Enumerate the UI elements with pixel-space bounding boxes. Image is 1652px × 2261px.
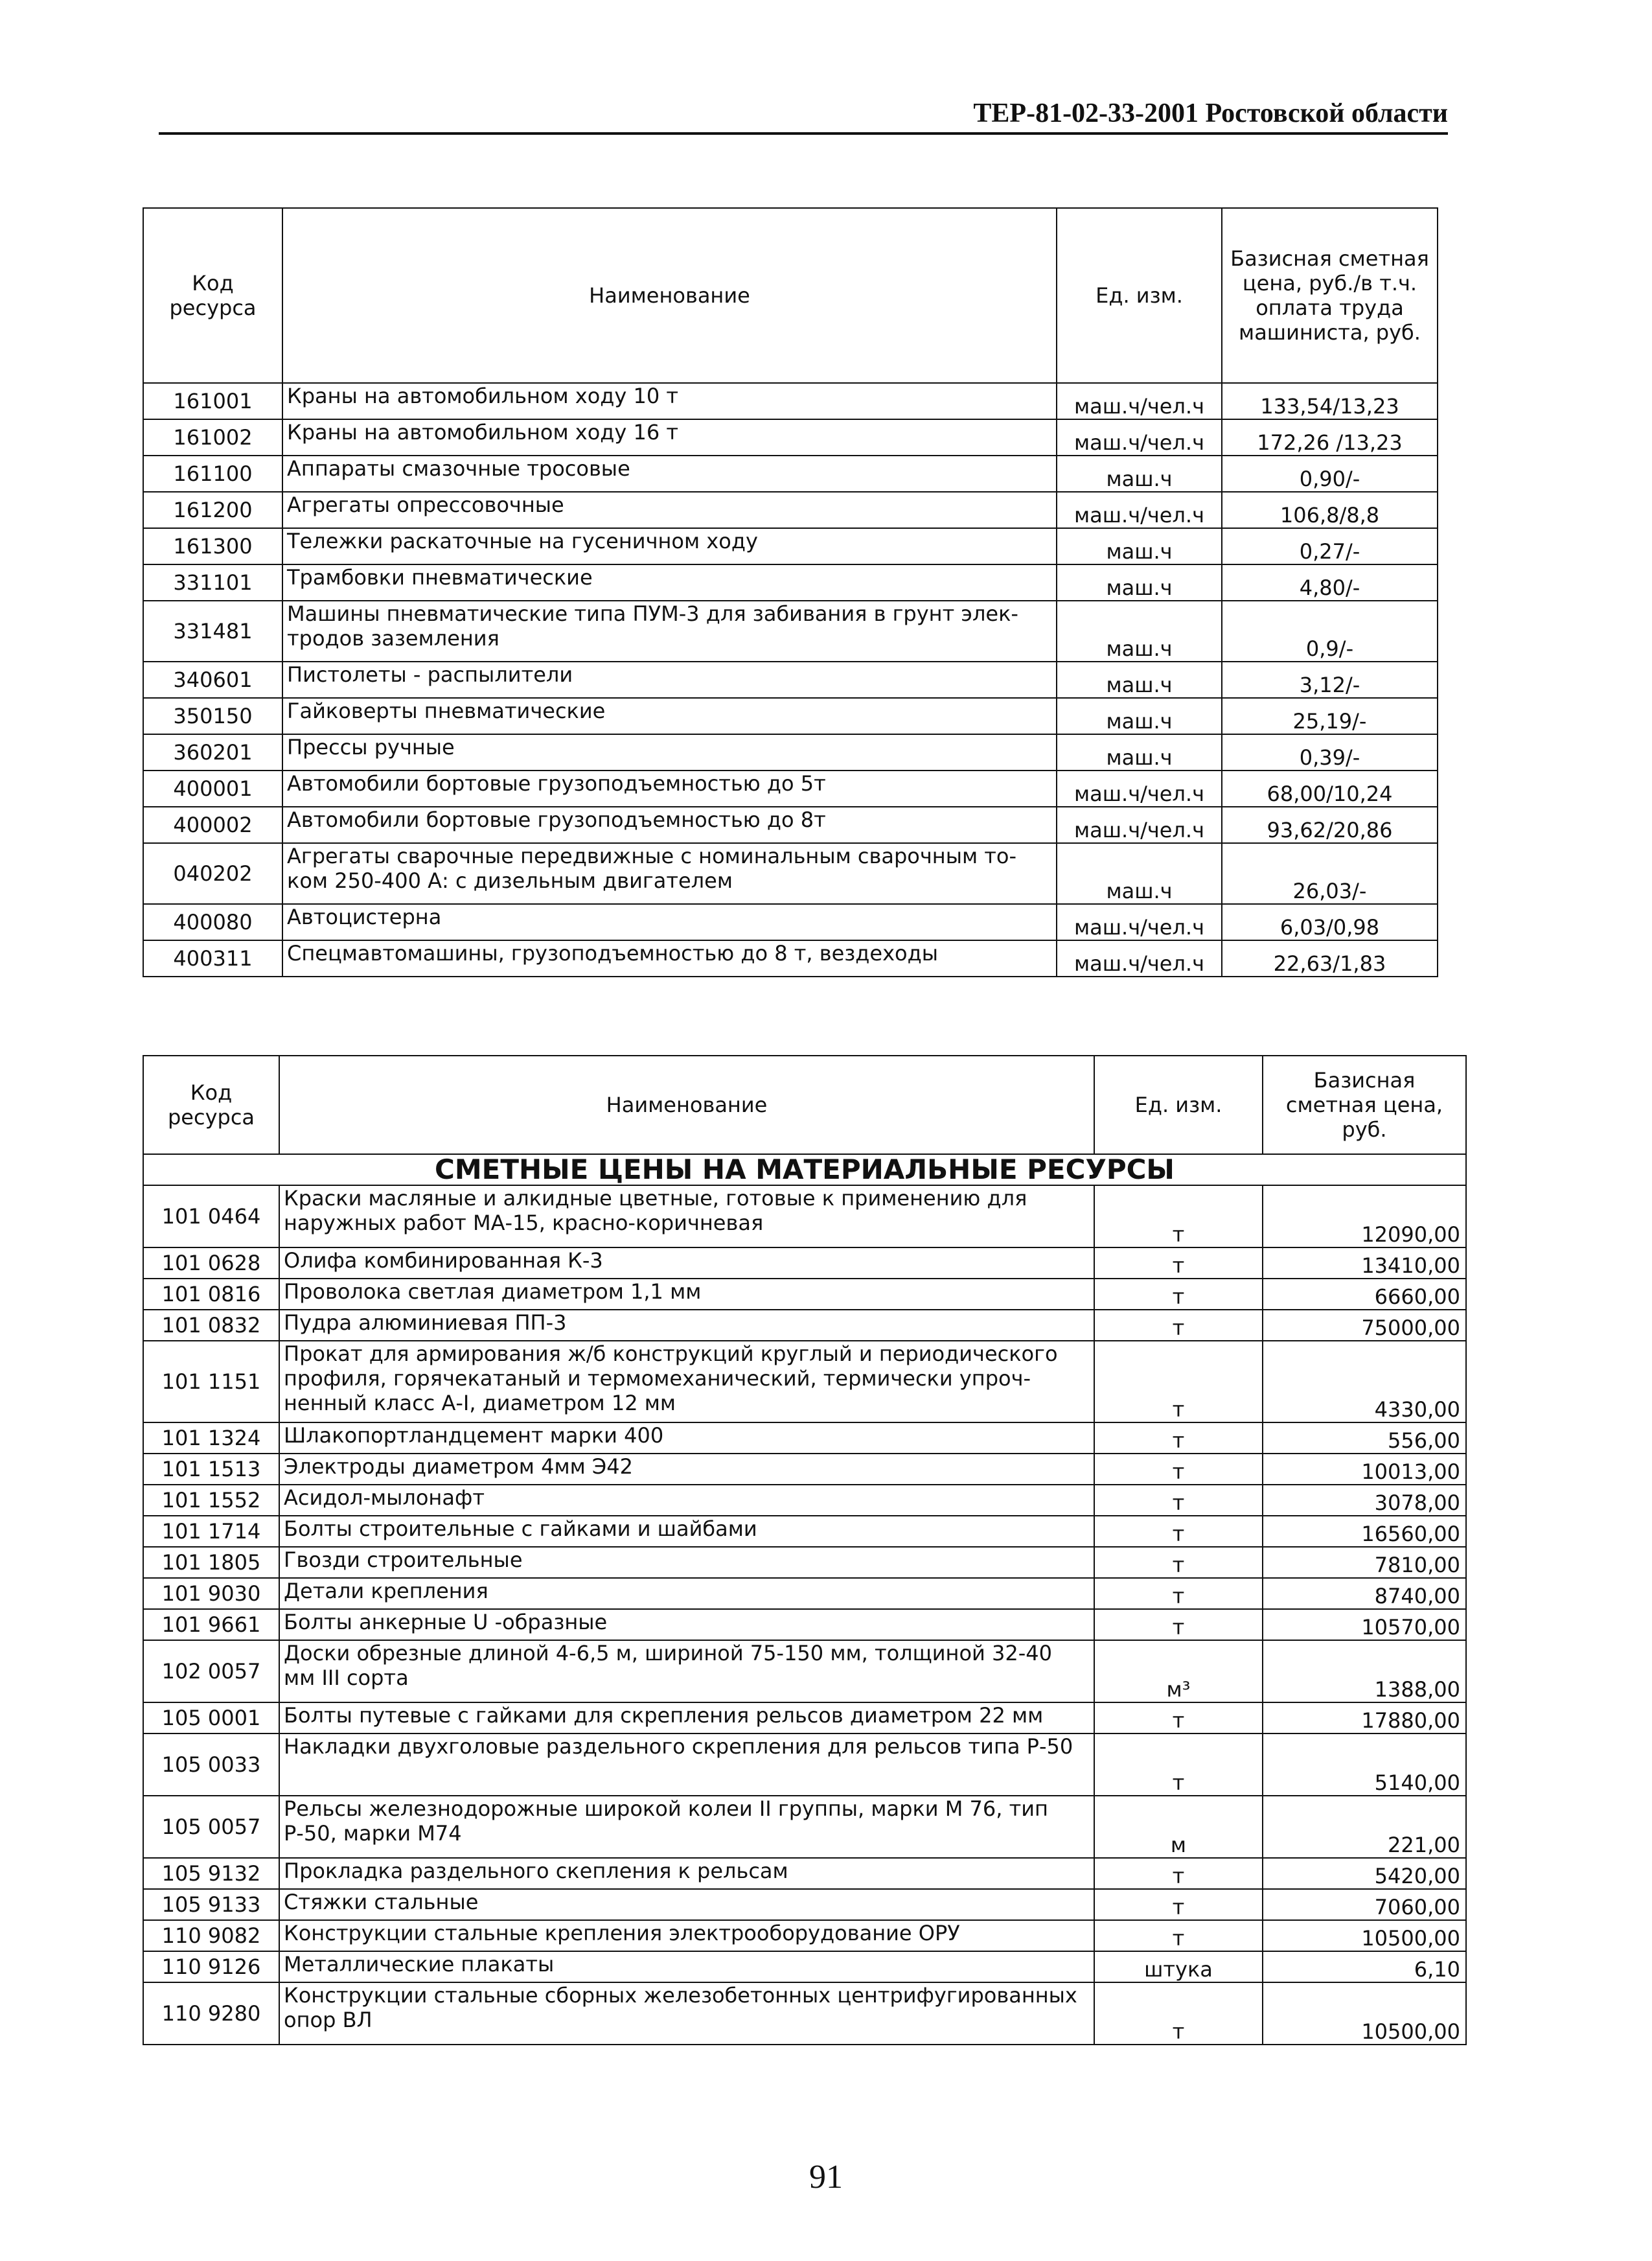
cell-name: Асидол-мылонафт [279, 1485, 1094, 1516]
cell-unit: маш.ч [1057, 456, 1222, 492]
cell-name: Детали крепления [279, 1578, 1094, 1609]
cell-code: 101 1324 [143, 1422, 279, 1454]
cell-code: 161002 [143, 419, 282, 456]
document-title: ТЕР-81-02-33-2001 Ростовской области [973, 99, 1448, 128]
table-row [143, 456, 1438, 492]
cell-code: 105 0001 [143, 1702, 279, 1733]
cell-name: Прокат для армирования ж/б конструкций круглый и периодического профиля, горячекатаный и термомеханический, термически упроч-ненный класс А-I, диаметром 12 мм [279, 1341, 1094, 1422]
cell-name: Болты анкерные U -образные [279, 1609, 1094, 1640]
cell-name: Пистолеты - распылители [282, 662, 1057, 698]
cell-name: Прокладка раздельного скепления к рельсам [279, 1858, 1094, 1889]
cell-code: 101 1552 [143, 1485, 279, 1516]
cell-code: 110 9126 [143, 1951, 279, 1982]
cell-code: 105 0057 [143, 1796, 279, 1858]
section-title-row [143, 1154, 1466, 1185]
cell-name: Трамбовки пневматические [282, 564, 1057, 601]
cell-unit: т [1094, 1454, 1263, 1485]
cell-code: 400080 [143, 904, 282, 940]
cell-name: Металлические плакаты [279, 1951, 1094, 1982]
header-code: Код ресурса [143, 208, 282, 383]
cell-price: 3,12/- [1222, 662, 1438, 698]
cell-unit: т [1094, 1341, 1263, 1422]
table-row [143, 1485, 1466, 1516]
table-row [143, 1733, 1466, 1796]
cell-name: Накладки двухголовые раздельного скрепления для рельсов типа Р-50 [279, 1733, 1094, 1796]
table-row [143, 1454, 1466, 1485]
cell-code: 101 9030 [143, 1578, 279, 1609]
header-price: Базисная сметная цена, руб. [1263, 1056, 1466, 1154]
cell-price: 1388,00 [1263, 1640, 1466, 1702]
header-name: Наименование [282, 208, 1057, 383]
cell-code: 101 0628 [143, 1247, 279, 1279]
cell-price: 75000,00 [1263, 1310, 1466, 1341]
cell-name: Агрегаты опрессовочные [282, 492, 1057, 528]
cell-price: 4330,00 [1263, 1341, 1466, 1422]
table-row [143, 940, 1438, 977]
table-row [143, 1547, 1466, 1578]
cell-price: 8740,00 [1263, 1578, 1466, 1609]
cell-price: 13410,00 [1263, 1247, 1466, 1279]
table-header-row [143, 1056, 1466, 1154]
cell-price: 10570,00 [1263, 1609, 1466, 1640]
cell-name: Агрегаты сварочные передвижные с номинальным сварочным то-ком 250-400 А: с дизельным двигателем [282, 843, 1057, 904]
cell-price: 25,19/- [1222, 698, 1438, 734]
cell-name: Гайковерты пневматические [282, 698, 1057, 734]
cell-unit: т [1094, 1578, 1263, 1609]
cell-code: 161100 [143, 456, 282, 492]
cell-price: 172,26 /13,23 [1222, 419, 1438, 456]
cell-name: Автомобили бортовые грузоподъемностью до 8т [282, 807, 1057, 843]
cell-name: Шлакопортландцемент марки 400 [279, 1422, 1094, 1454]
cell-price: 106,8/8,8 [1222, 492, 1438, 528]
cell-unit: маш.ч [1057, 734, 1222, 771]
cell-price: 22,63/1,83 [1222, 940, 1438, 977]
table-row [143, 904, 1438, 940]
table-row [143, 1609, 1466, 1640]
table-row [143, 807, 1438, 843]
cell-code: 105 0033 [143, 1733, 279, 1796]
cell-code: 340601 [143, 662, 282, 698]
header-name: Наименование [279, 1056, 1094, 1154]
cell-price: 6,10 [1263, 1951, 1466, 1982]
cell-name: Аппараты смазочные тросовые [282, 456, 1057, 492]
table-row [143, 1796, 1466, 1858]
table-row [143, 1185, 1466, 1247]
cell-price: 10013,00 [1263, 1454, 1466, 1485]
cell-code: 102 0057 [143, 1640, 279, 1702]
cell-name: Рельсы железнодорожные широкой колеи II группы, марки М 76, тип Р-50, марки М74 [279, 1796, 1094, 1858]
cell-price: 0,27/- [1222, 528, 1438, 564]
cell-unit: маш.ч/чел.ч [1057, 383, 1222, 419]
cell-code: 350150 [143, 698, 282, 734]
cell-unit: т [1094, 1422, 1263, 1454]
cell-unit: т [1094, 1185, 1263, 1247]
table-row [143, 734, 1438, 771]
cell-unit: маш.ч [1057, 662, 1222, 698]
cell-name: Прессы ручные [282, 734, 1057, 771]
table-row [143, 564, 1438, 601]
cell-unit: маш.ч [1057, 843, 1222, 904]
cell-code: 110 9082 [143, 1920, 279, 1951]
cell-unit: т [1094, 1310, 1263, 1341]
cell-price: 10500,00 [1263, 1920, 1466, 1951]
cell-price: 221,00 [1263, 1796, 1466, 1858]
table-row [143, 1920, 1466, 1951]
cell-name: Машины пневматические типа ПУМ-3 для забивания в грунт элек-тродов заземления [282, 601, 1057, 662]
table-row [143, 1702, 1466, 1733]
section-title: СМЕТНЫЕ ЦЕНЫ НА МАТЕРИАЛЬНЫЕ РЕСУРСЫ [143, 1154, 1466, 1185]
cell-code: 400311 [143, 940, 282, 977]
cell-unit: т [1094, 1920, 1263, 1951]
cell-price: 12090,00 [1263, 1185, 1466, 1247]
cell-name: Олифа комбинированная К-3 [279, 1247, 1094, 1279]
cell-code: 101 1151 [143, 1341, 279, 1422]
cell-code: 161200 [143, 492, 282, 528]
cell-name: Автомобили бортовые грузоподъемностью до 5т [282, 771, 1057, 807]
cell-code: 331481 [143, 601, 282, 662]
header-price: Базисная сметная цена, руб./в т.ч. оплата труда машиниста, руб. [1222, 208, 1438, 383]
cell-name: Доски обрезные длиной 4-6,5 м, шириной 75-150 мм, толщиной 32-40 мм III сорта [279, 1640, 1094, 1702]
cell-code: 101 0816 [143, 1279, 279, 1310]
cell-code: 105 9133 [143, 1889, 279, 1920]
cell-price: 68,00/10,24 [1222, 771, 1438, 807]
table-row [143, 1422, 1466, 1454]
cell-code: 101 9661 [143, 1609, 279, 1640]
cell-code: 101 1805 [143, 1547, 279, 1578]
table-row [143, 1640, 1466, 1702]
materials-table [143, 1055, 1467, 2045]
cell-unit: т [1094, 1889, 1263, 1920]
cell-unit: штука [1094, 1951, 1263, 1982]
cell-unit: маш.ч/чел.ч [1057, 771, 1222, 807]
table-row [143, 528, 1438, 564]
cell-name: Болты строительные с гайками и шайбами [279, 1516, 1094, 1547]
table-row [143, 1889, 1466, 1920]
cell-price: 16560,00 [1263, 1516, 1466, 1547]
table-row [143, 1578, 1466, 1609]
table-row [143, 1951, 1466, 1982]
cell-unit: маш.ч/чел.ч [1057, 940, 1222, 977]
cell-name: Краны на автомобильном ходу 16 т [282, 419, 1057, 456]
cell-price: 17880,00 [1263, 1702, 1466, 1733]
cell-unit: т [1094, 1982, 1263, 2045]
table-row [143, 1858, 1466, 1889]
cell-name: Спецмавтомашины, грузоподъемностью до 8 т, вездеходы [282, 940, 1057, 977]
table-row [143, 698, 1438, 734]
cell-code: 360201 [143, 734, 282, 771]
cell-name: Конструкции стальные крепления электрооборудование ОРУ [279, 1920, 1094, 1951]
cell-unit: т [1094, 1516, 1263, 1547]
table-row [143, 1279, 1466, 1310]
cell-unit: т [1094, 1702, 1263, 1733]
document-header [159, 97, 1448, 135]
cell-unit: т [1094, 1247, 1263, 1279]
cell-price: 6660,00 [1263, 1279, 1466, 1310]
cell-code: 105 9132 [143, 1858, 279, 1889]
cell-unit: т [1094, 1279, 1263, 1310]
cell-code: 400002 [143, 807, 282, 843]
cell-price: 0,9/- [1222, 601, 1438, 662]
cell-name: Конструкции стальные сборных железобетонных центрифугированных опор ВЛ [279, 1982, 1094, 2045]
table-row [143, 771, 1438, 807]
table-row [143, 601, 1438, 662]
cell-unit: м [1094, 1796, 1263, 1858]
cell-code: 400001 [143, 771, 282, 807]
cell-price: 5420,00 [1263, 1858, 1466, 1889]
cell-name: Гвозди строительные [279, 1547, 1094, 1578]
cell-code: 040202 [143, 843, 282, 904]
table-row [143, 419, 1438, 456]
cell-unit: маш.ч/чел.ч [1057, 492, 1222, 528]
cell-unit: т [1094, 1858, 1263, 1889]
cell-unit: м³ [1094, 1640, 1263, 1702]
cell-code: 101 0832 [143, 1310, 279, 1341]
cell-name: Автоцистерна [282, 904, 1057, 940]
cell-code: 331101 [143, 564, 282, 601]
machines-table [143, 207, 1438, 977]
cell-code: 101 1513 [143, 1454, 279, 1485]
cell-name: Стяжки стальные [279, 1889, 1094, 1920]
cell-name: Электроды диаметром 4мм Э42 [279, 1454, 1094, 1485]
cell-price: 10500,00 [1263, 1982, 1466, 2045]
header-unit: Ед. изм. [1094, 1056, 1263, 1154]
table-row [143, 843, 1438, 904]
cell-unit: маш.ч/чел.ч [1057, 419, 1222, 456]
cell-unit: т [1094, 1733, 1263, 1796]
cell-name: Тележки раскаточные на гусеничном ходу [282, 528, 1057, 564]
cell-unit: маш.ч [1057, 528, 1222, 564]
cell-price: 26,03/- [1222, 843, 1438, 904]
cell-name: Болты путевые с гайками для скрепления рельсов диаметром 22 мм [279, 1702, 1094, 1733]
table-row [143, 1341, 1466, 1422]
table-row [143, 1516, 1466, 1547]
cell-unit: маш.ч/чел.ч [1057, 807, 1222, 843]
table-row [143, 383, 1438, 419]
cell-price: 133,54/13,23 [1222, 383, 1438, 419]
cell-price: 93,62/20,86 [1222, 807, 1438, 843]
cell-unit: маш.ч [1057, 564, 1222, 601]
cell-unit: маш.ч/чел.ч [1057, 904, 1222, 940]
cell-code: 101 0464 [143, 1185, 279, 1247]
cell-code: 161001 [143, 383, 282, 419]
cell-price: 5140,00 [1263, 1733, 1466, 1796]
cell-name: Краски масляные и алкидные цветные, готовые к применению для наружных работ МА-15, красно-коричневая [279, 1185, 1094, 1247]
cell-price: 0,90/- [1222, 456, 1438, 492]
cell-unit: т [1094, 1609, 1263, 1640]
cell-price: 7810,00 [1263, 1547, 1466, 1578]
cell-price: 0,39/- [1222, 734, 1438, 771]
cell-unit: т [1094, 1485, 1263, 1516]
cell-name: Проволока светлая диаметром 1,1 мм [279, 1279, 1094, 1310]
table-row [143, 1982, 1466, 2045]
cell-unit: маш.ч [1057, 601, 1222, 662]
table-row [143, 662, 1438, 698]
cell-code: 101 1714 [143, 1516, 279, 1547]
cell-unit: т [1094, 1547, 1263, 1578]
cell-unit: маш.ч [1057, 698, 1222, 734]
table-row [143, 1247, 1466, 1279]
table-row [143, 492, 1438, 528]
cell-name: Краны на автомобильном ходу 10 т [282, 383, 1057, 419]
cell-price: 4,80/- [1222, 564, 1438, 601]
cell-price: 7060,00 [1263, 1889, 1466, 1920]
cell-price: 3078,00 [1263, 1485, 1466, 1516]
cell-price: 6,03/0,98 [1222, 904, 1438, 940]
page-number: 91 [809, 2159, 843, 2196]
cell-code: 110 9280 [143, 1982, 279, 2045]
table-row [143, 1310, 1466, 1341]
header-code: Код ресурса [143, 1056, 279, 1154]
table-header-row [143, 208, 1438, 383]
cell-price: 556,00 [1263, 1422, 1466, 1454]
cell-code: 161300 [143, 528, 282, 564]
header-unit: Ед. изм. [1057, 208, 1222, 383]
cell-name: Пудра алюминиевая ПП-3 [279, 1310, 1094, 1341]
